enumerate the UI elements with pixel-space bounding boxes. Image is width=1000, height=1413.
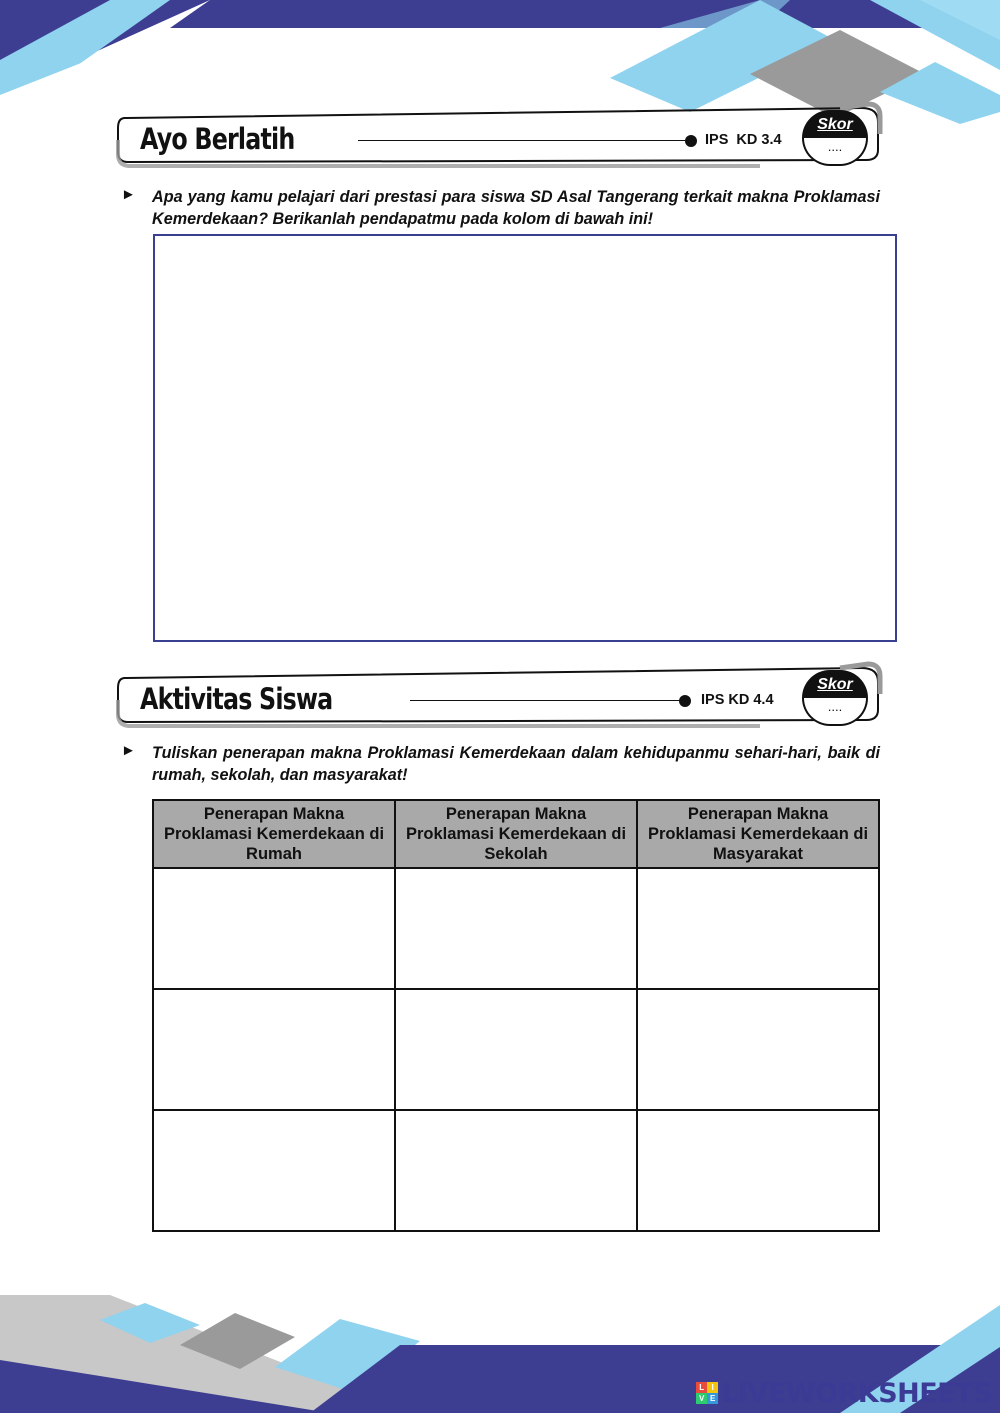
section1-skor-label: Skor (802, 110, 868, 138)
answer-cell-rumah[interactable] (153, 1110, 395, 1231)
header-rumah: Penerapan Makna Proklamasi Kemerdekaan di Rumah (153, 800, 395, 868)
section2-header-line (410, 700, 680, 701)
section2-header (118, 678, 880, 722)
section1-bullet-dot-icon (685, 135, 697, 147)
section2-kd-label: IPS KD 4.4 (701, 692, 774, 708)
section2-bullet-icon: ► (121, 742, 136, 759)
table-row (153, 868, 879, 989)
section1-kd-label: IPS KD 3.4 (705, 132, 782, 148)
answer-cell-rumah[interactable] (153, 868, 395, 989)
section1-title: Ayo Berlatih (140, 122, 295, 156)
answer-cell-sekolah[interactable] (395, 1110, 637, 1231)
table-row (153, 1110, 879, 1231)
section1-header (118, 118, 880, 162)
section1-skor-value: .... (802, 138, 868, 166)
answer-cell-sekolah[interactable] (395, 989, 637, 1110)
header-masyarakat: Penerapan Makna Proklamasi Kemerdekaan di Masyarakat (637, 800, 879, 868)
answer-cell-sekolah[interactable] (395, 868, 637, 989)
header-sekolah: Penerapan Makna Proklamasi Kemerdekaan di Sekolah (395, 800, 637, 868)
answer-cell-masyarakat[interactable] (637, 868, 879, 989)
table-header-row (153, 800, 879, 868)
answer-cell-rumah[interactable] (153, 989, 395, 1110)
section2-skor-label: Skor (802, 670, 868, 698)
liveworksheets-brand[interactable] (696, 1379, 992, 1407)
answer-cell-masyarakat[interactable] (637, 989, 879, 1110)
section2-skor-value: .... (802, 698, 868, 726)
opinion-answer-box[interactable] (153, 234, 897, 642)
activity-table (152, 799, 880, 1232)
section2-instruction: Tuliskan penerapan makna Proklamasi Kemerdekaan dalam kehidupanmu sehari-hari, baik di rumah, sekolah, dan masyarakat! (152, 744, 880, 784)
section1-bullet-icon: ► (121, 186, 136, 203)
section2-bullet-dot-icon (679, 695, 691, 707)
liveworksheets-text: LIVEWORKSHEETS (721, 1377, 992, 1409)
section1-instruction: Apa yang kamu pelajari dari prestasi para siswa SD Asal Tangerang terkait makna Proklamasi Kemerdekaan? Berikanlah pendapatmu pada kolom di bawah ini! (152, 188, 880, 228)
section2-skor-badge (802, 670, 868, 726)
answer-cell-masyarakat[interactable] (637, 1110, 879, 1231)
table-row (153, 989, 879, 1110)
section1-skor-badge (802, 110, 868, 166)
section1-header-line (358, 140, 688, 141)
liveworksheets-logo-icon: L I V E (696, 1382, 718, 1404)
section2-title: Aktivitas Siswa (140, 682, 333, 716)
